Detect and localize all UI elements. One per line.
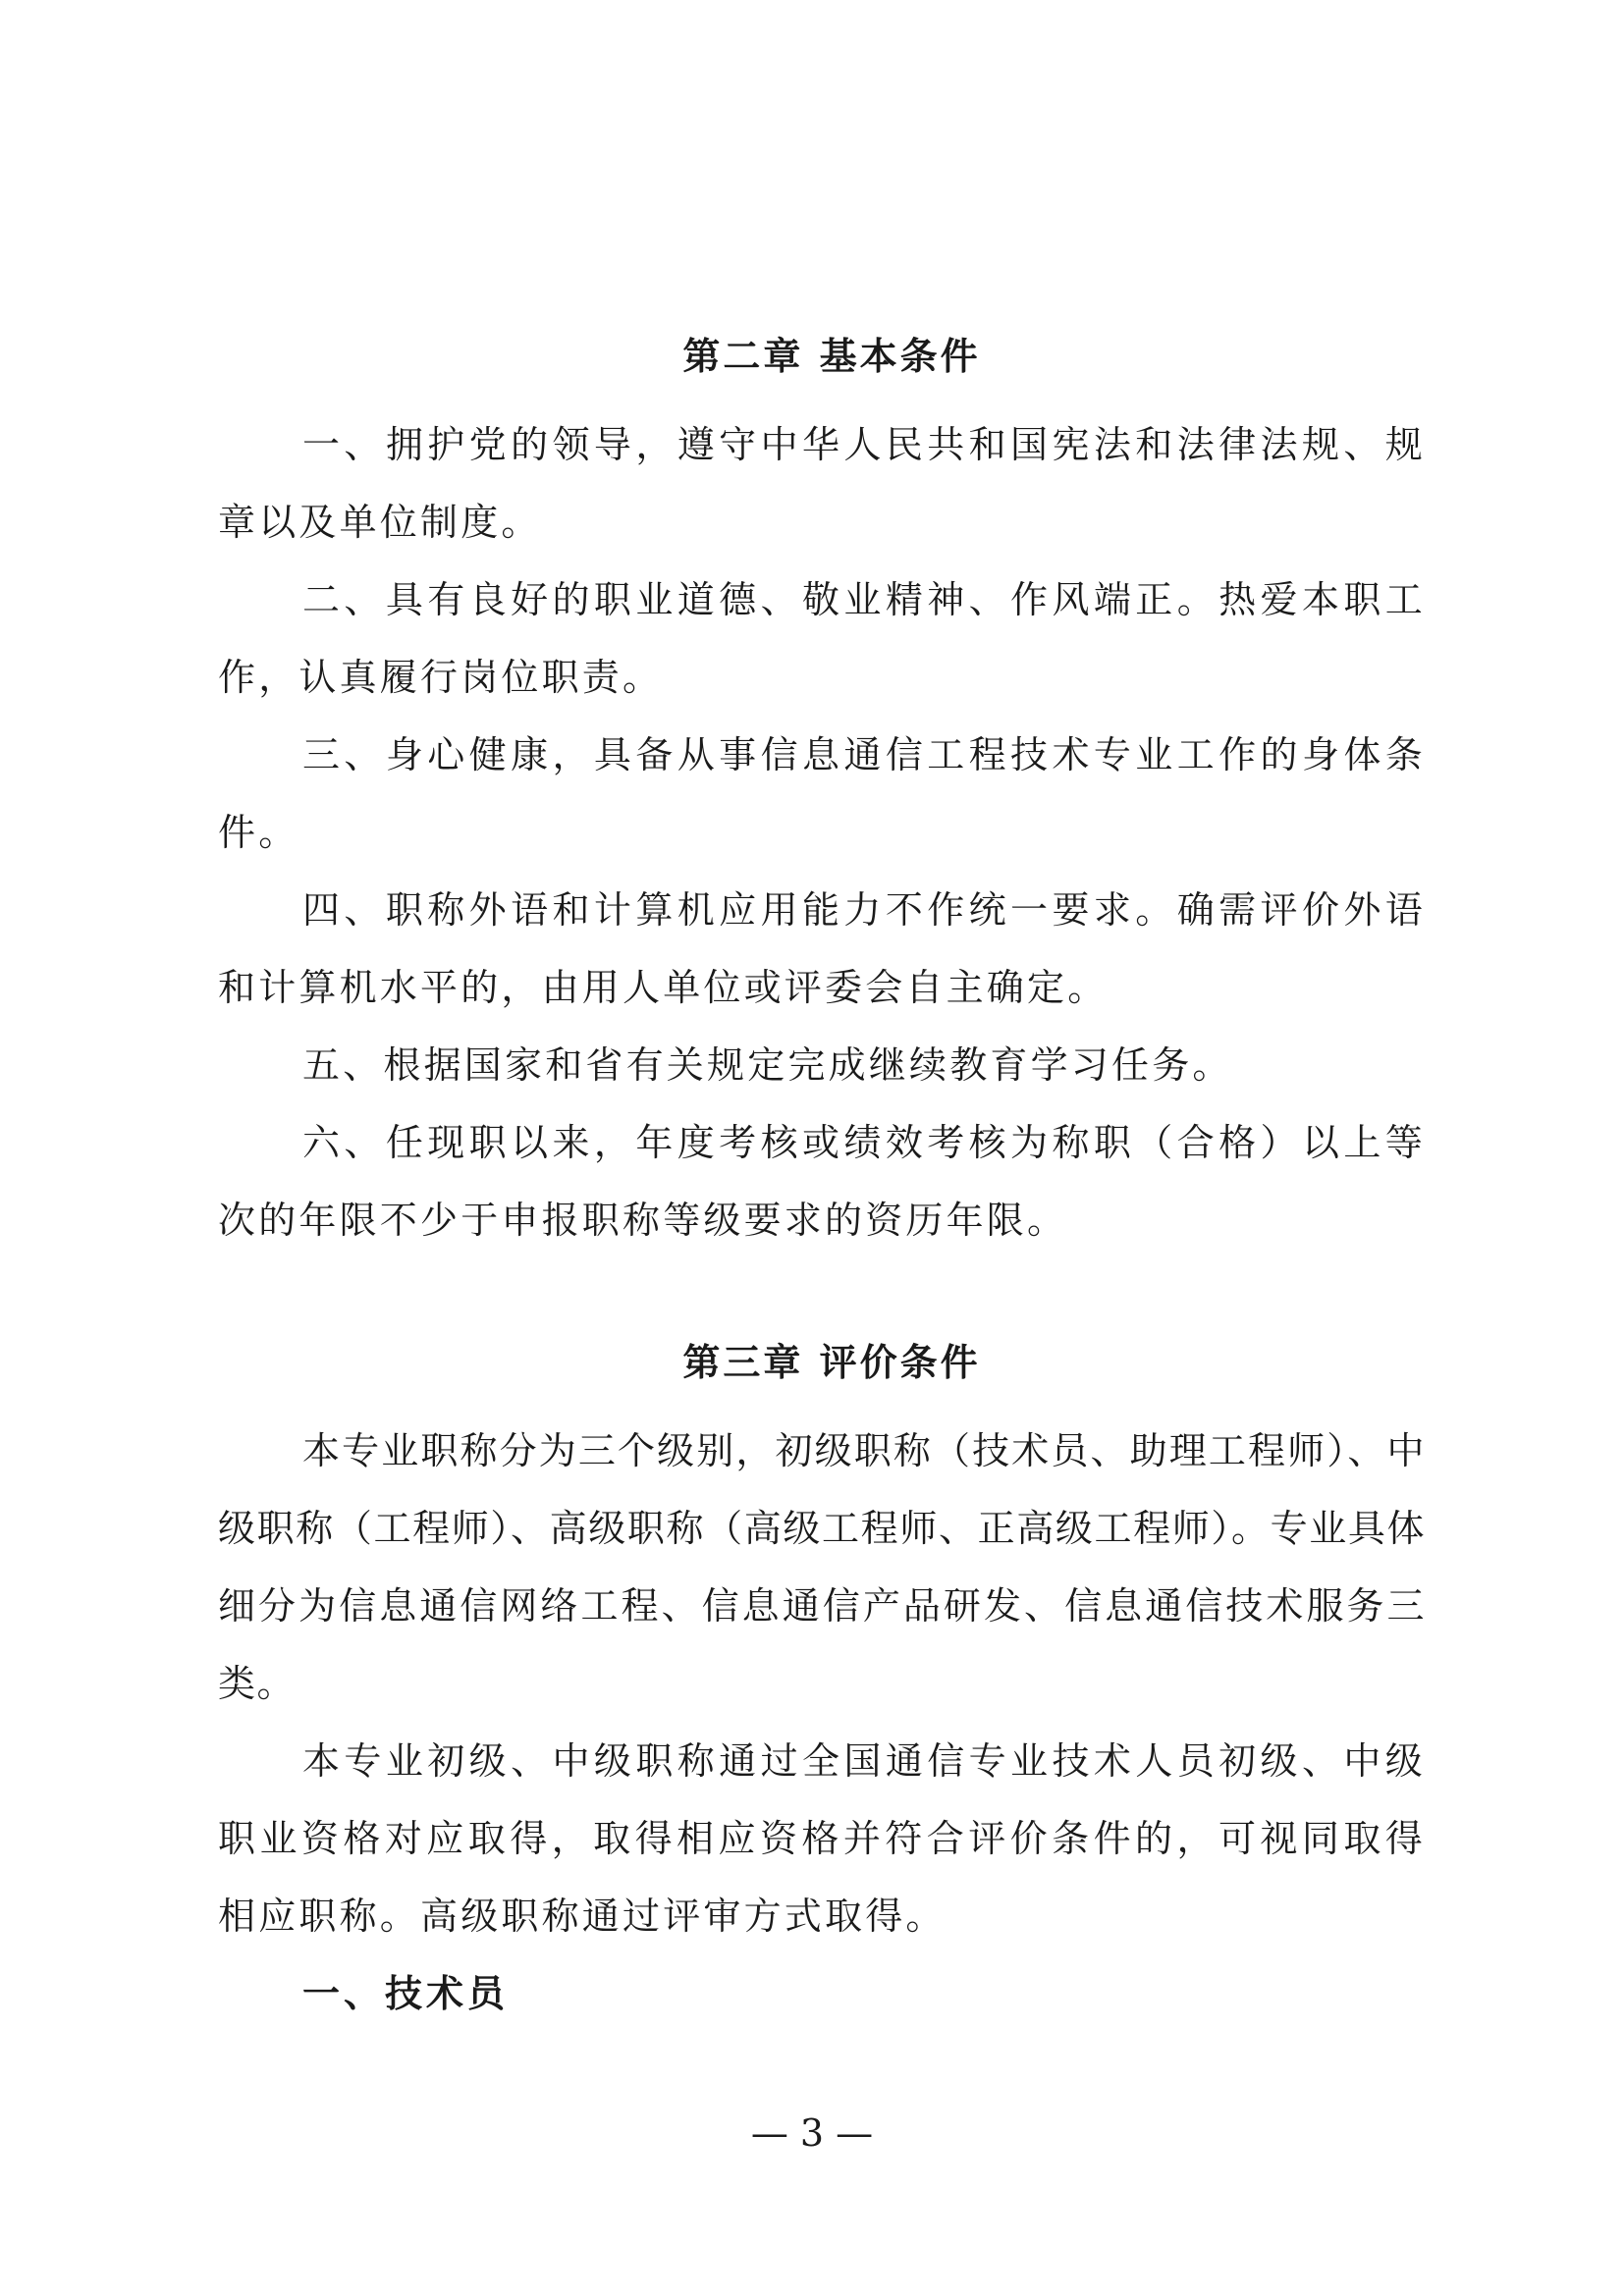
- section-heading-technician: 一、技术员: [302, 1972, 510, 2015]
- chapter-2-title: 第二章 基本条件: [682, 335, 981, 378]
- chapter-2-item-2: 二、具有良好的职业道德、敬业精神、作风端正。热爱本职工作，认真履行岗位职责。: [218, 578, 1426, 699]
- chapter-3-paragraph-1: 本专业职称分为三个级别，初级职称（技术员、助理工程师）、中级职称（工程师）、高级职称（高级工程师、正高级工程师）。专业具体细分为信息通信网络工程、信息通信产品研发、信息通信技术服务三类。: [218, 1429, 1426, 1705]
- chapter-2-item-3: 三、身心健康，具备从事信息通信工程技术专业工作的身体条件。: [218, 733, 1426, 854]
- chapter-3-title: 第三章 评价条件: [682, 1341, 981, 1384]
- page-number: — 3 —: [750, 2111, 874, 2155]
- page-content: [218, 330, 1426, 2033]
- chapter-2-item-1: 一、拥护党的领导，遵守中华人民共和国宪法和法律法规、规章以及单位制度。: [218, 423, 1426, 544]
- chapter-2-item-5: 五、根据国家和省有关规定完成继续教育学习任务。: [302, 1043, 1233, 1087]
- chapter-2-item-4: 四、职称外语和计算机应用能力不作统一要求。确需评价外语和计算机水平的，由用人单位或评委会自主确定。: [218, 888, 1426, 1009]
- chapter-3-paragraph-2: 本专业初级、中级职称通过全国通信专业技术人员初级、中级职业资格对应取得，取得相应资格并符合评价条件的，可视同取得相应职称。高级职称通过评审方式取得。: [218, 1739, 1426, 1938]
- chapter-2-item-6: 六、任现职以来，年度考核或绩效考核为称职（合格）以上等次的年限不少于申报职称等级要求的资历年限。: [218, 1121, 1426, 1242]
